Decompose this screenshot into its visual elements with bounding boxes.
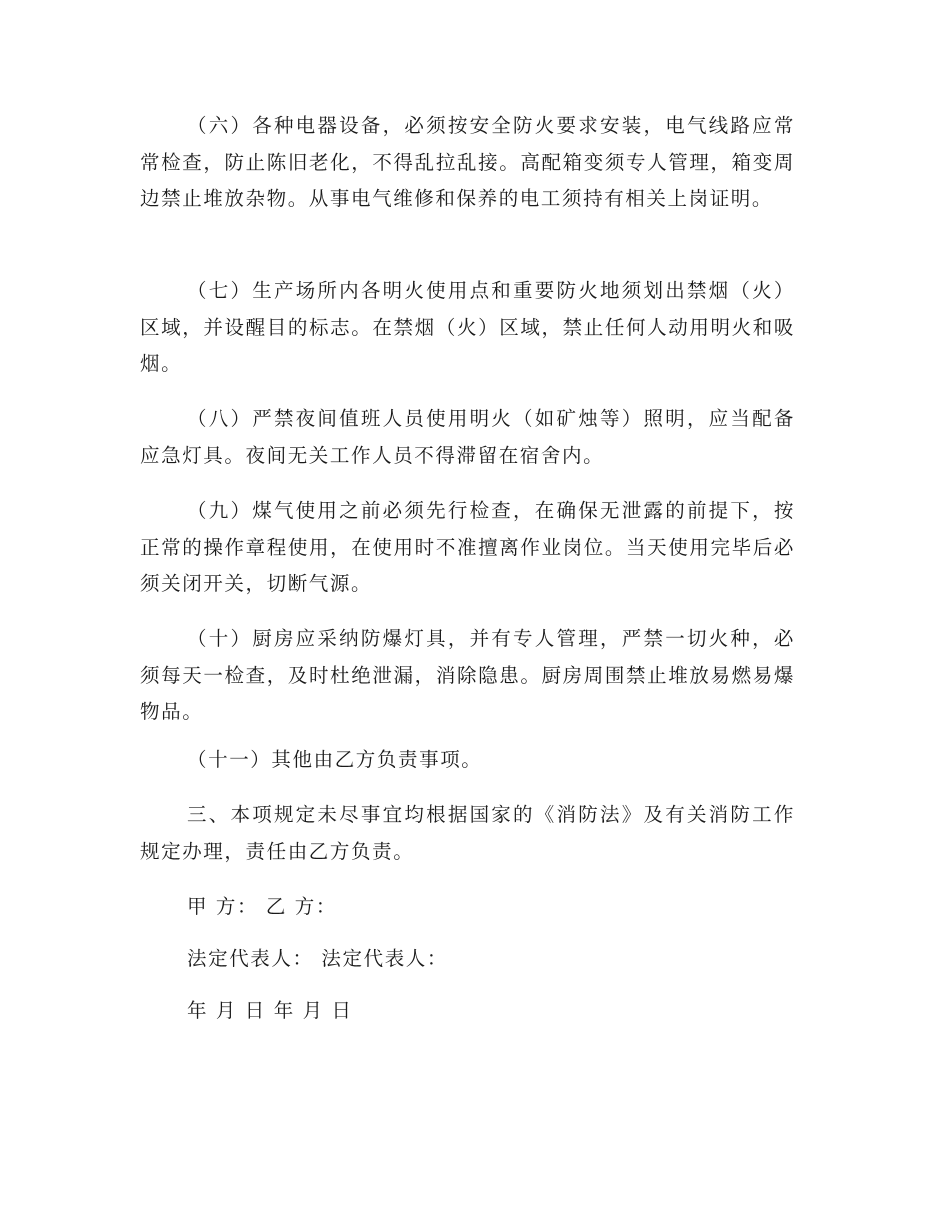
paragraph-gas-usage: （九）煤气使用之前必须先行检查，在确保无泄露的前提下，按正常的操作章程使用，在使用时不准擅离作业岗位。当天使用完毕后必须关闭开关，切断气源。 <box>140 499 795 595</box>
paragraph-electrical-equipment: （六）各种电器设备，必须按安全防火要求安装，电气线路应常常检查，防止陈旧老化，不得乱拉乱接。高配箱变须专人管理，箱变周边禁止堆放杂物。从事电气维修和保养的电工须持有相关上岗证明。 <box>140 114 795 210</box>
paragraph-night-lighting: （八）严禁夜间值班人员使用明火（如矿烛等）照明，应当配备应急灯具。夜间无关工作人员不得滞留在宿舍内。 <box>140 407 795 467</box>
paragraph-no-smoking-zone: （七）生产场所内各明火使用点和重要防火地须划出禁烟（火）区域，并设醒目的标志。在禁烟（火）区域，禁止任何人动用明火和吸烟。 <box>140 279 795 375</box>
signature-legal-representatives: 法定代表人： 法定代表人： <box>187 947 448 970</box>
signature-parties: 甲 方： 乙 方： <box>187 895 337 918</box>
signature-dates: 年 月 日 年 月 日 <box>187 999 353 1022</box>
paragraph-fire-law-clause: 三、本项规定未尽事宜均根据国家的《消防法》及有关消防工作规定办理，责任由乙方负责。 <box>140 803 795 863</box>
paragraph-kitchen-safety: （十）厨房应采纳防爆灯具，并有专人管理，严禁一切火种，必须每天一检查，及时杜绝泄漏，消除隐患。厨房周围禁止堆放易燃易爆物品。 <box>140 627 795 723</box>
paragraph-other-matters: （十一）其他由乙方负责事项。 <box>187 748 483 771</box>
